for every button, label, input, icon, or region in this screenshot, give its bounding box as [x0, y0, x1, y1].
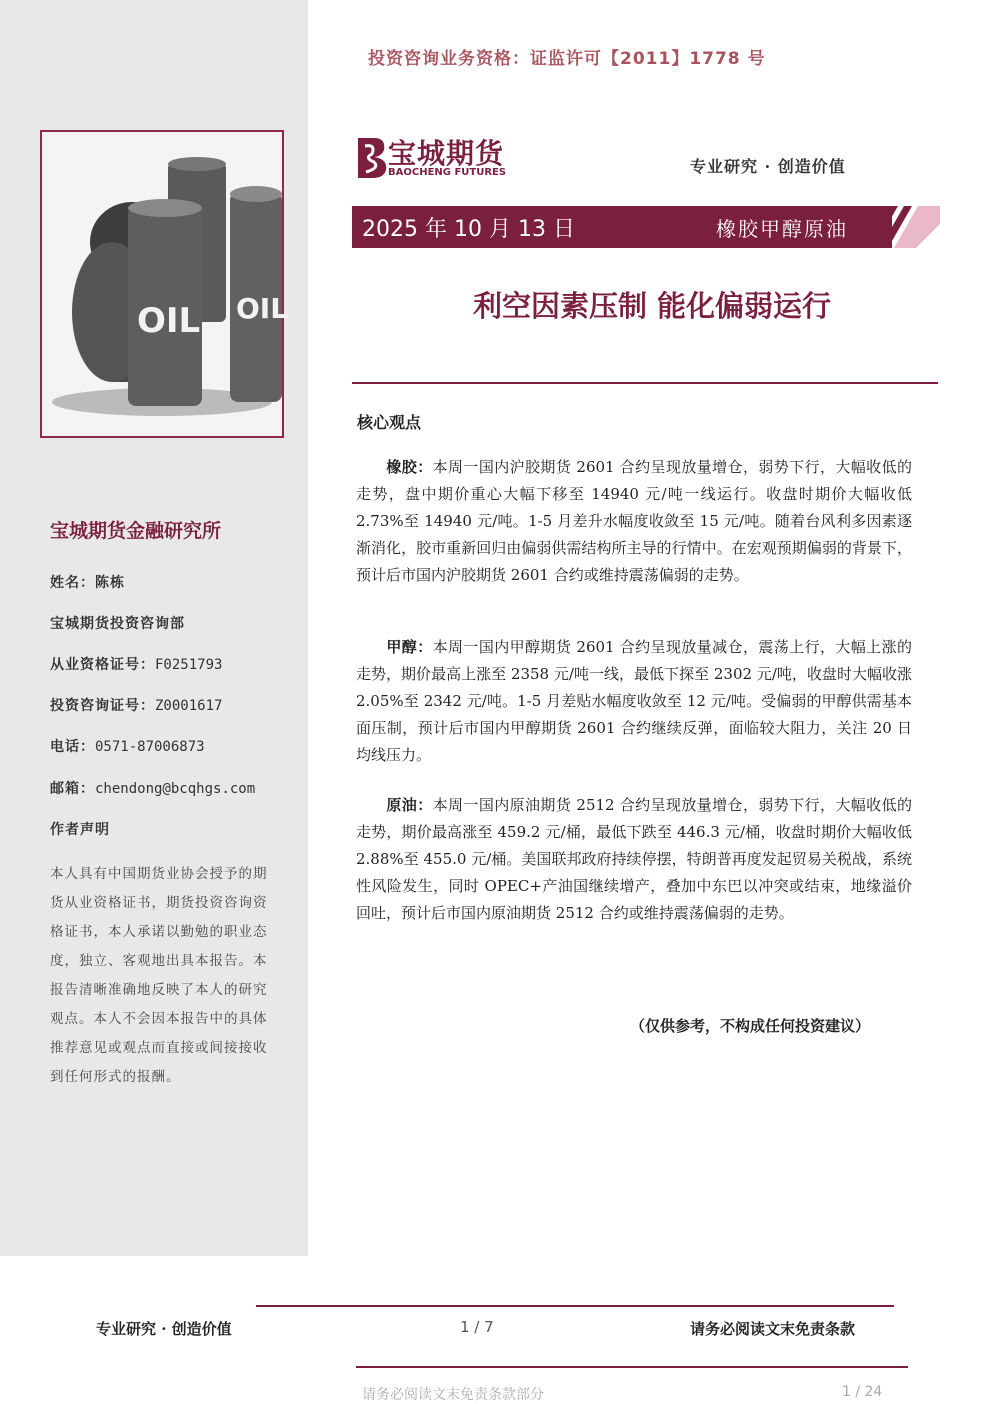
paragraph-crude-oil: [356, 792, 912, 927]
banner-stripes-decor: [860, 204, 940, 250]
logo-en-text: BAOCHENG FUTURES: [388, 167, 507, 178]
outer-page-number: 1 / 24: [842, 1384, 883, 1400]
paragraph-body: 本周一国内原油期货 2512 合约呈现放量增仓，弱势下行，大幅收低的走势，期价最高涨至 459.2 元/桶，最低下跌至 446.3 元/桶，收盘时期价大幅收低 2.88%至 455.0 元/桶。美国联邦政府持续停摆，特朗普再度发起贸易关税战，系统性风险发生，同时 OPEC+产油国继续增产，叠加中东巴以冲突或结束，地缘溢价回吐，预计后市国内原油期货 2512 合约或维持震荡偏弱的走势。: [356, 796, 912, 922]
header-slogan: 专业研究 · 创造价值: [690, 157, 846, 176]
paragraph-lead: 橡胶：: [386, 458, 433, 476]
footer-notice: 请务必阅读文末免责条款: [690, 1320, 856, 1338]
email-link[interactable]: chendong@bcqhgs.com: [95, 781, 256, 797]
barrel-label-2: OIL: [236, 292, 289, 325]
investment-disclaimer: （仅供参考，不构成任何投资建议）: [630, 1017, 871, 1035]
barrel-label-1: OIL: [137, 301, 201, 341]
page-number: 1 / 7: [460, 1318, 494, 1336]
email: 邮箱：chendong@bcqhgs.com: [50, 781, 256, 797]
footer-slogan: 专业研究 · 创造价值: [96, 1320, 232, 1338]
outer-footer-divider: [356, 1366, 908, 1368]
paragraph-rubber: [356, 454, 912, 589]
baocheng-logo-icon: [352, 132, 392, 182]
report-topic: 橡胶甲醇原油: [716, 217, 848, 241]
oil-barrels-illustration: [42, 132, 289, 436]
outer-footer-notice: 请务必阅读文末免责条款部分: [362, 1387, 544, 1403]
report-title: 利空因素压制 能化偏弱运行: [472, 289, 832, 323]
institute-name: 宝城期货金融研究所: [50, 520, 222, 542]
logo-cn-text: 宝城期货: [388, 137, 505, 170]
license-text: 投资咨询业务资格：证监许可【2011】1778 号: [368, 49, 766, 69]
section-heading: 核心观点: [357, 413, 422, 432]
author-name: 姓名：陈栋: [50, 575, 125, 591]
paragraph-methanol: [356, 634, 912, 769]
paragraph-body: 本周一国内甲醇期货 2601 合约呈现放量减仓，震荡上行，大幅上涨的走势，期价最高上涨至 2358 元/吨一线，最低下探至 2302 元/吨，收盘时大幅收涨 2.05%至 2342 元/吨。1-5 月差贴水幅度收敛至 12 元/吨。受偏弱的甲醇供需基本面压制，预计后市国内甲醇期货 2601 合约继续反弹，面临较大阻力，关注 20 日均线压力。: [356, 638, 912, 764]
consult-number: 投资咨询证号：Z0001617: [50, 698, 223, 714]
title-divider: [352, 382, 938, 384]
statement-heading: 作者声明: [50, 822, 110, 838]
paragraph-lead: 甲醇：: [386, 638, 433, 656]
phone: 电话：0571-87006873: [50, 739, 205, 755]
oil-barrels-photo: [40, 130, 289, 438]
author-dept: 宝城期货投资咨询部: [50, 616, 185, 632]
footer-divider: [256, 1305, 894, 1307]
paragraph-body: 本周一国内沪胶期货 2601 合约呈现放量增仓，弱势下行，大幅收低的走势，盘中期价重心大幅下移至 14940 元/吨一线运行。收盘时期价大幅收低 2.73%至 14940 元/吨。1-5 月差升水幅度收敛至 15 元/吨。随着台风利多因素逐渐消化，胶市重新回归由偏弱供需结构所主导的行情中。在宏观预期偏弱的背景下，预计后市国内沪胶期货 2601 合约或维持震荡偏弱的走势。: [356, 458, 912, 584]
author-statement: 本人具有中国期货业协会授予的期货从业资格证书，期货投资咨询资格证书，本人承诺以勤勉的职业态度，独立、客观地出具本报告。本报告清晰准确地反映了本人的研究观点。本人不会因本报告中的具体推荐意见或观点而直接或间接接收到任何形式的报酬。: [50, 866, 268, 1085]
paragraph-lead: 原油：: [386, 796, 433, 814]
cert-number: 从业资格证号：F0251793: [50, 657, 223, 673]
report-date: 2025 年 10 月 13 日: [362, 217, 575, 242]
